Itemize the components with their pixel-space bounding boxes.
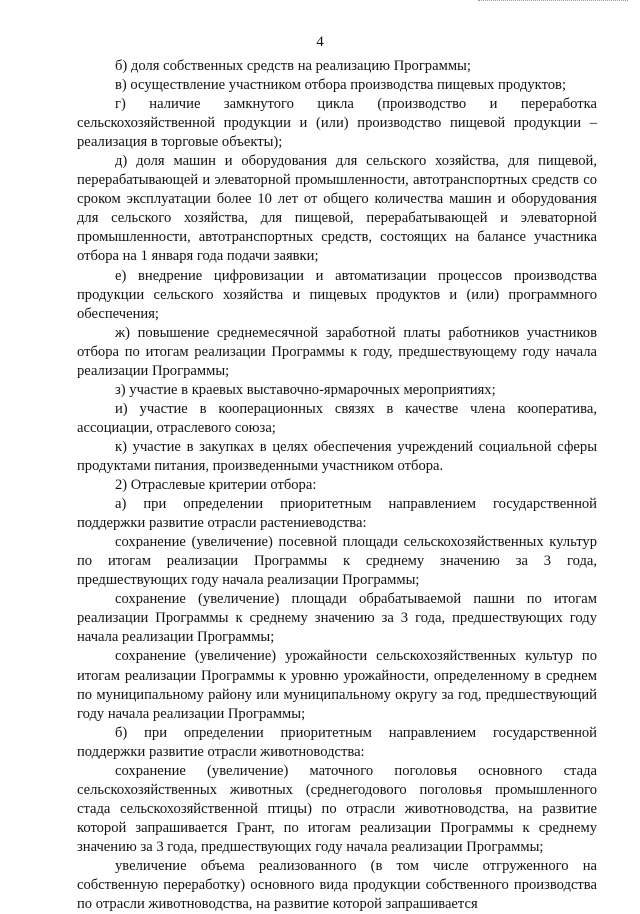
- section-2-heading: 2) Отраслевые критерии отбора:: [115, 477, 317, 494]
- paragraph-b-livestock-direction: б) при определении приоритетным направлением государственной поддержки развитие отрасли животноводства:: [77, 724, 597, 760]
- paragraph-arable-land: сохранение (увеличение) площади обрабатываемой пашни по итогам реализации Программы к среднему значению за 3 года, предшествующих году начала реализации Программы;: [77, 591, 597, 646]
- page-number: 4: [316, 34, 324, 50]
- paragraph-v-food-production: в) осуществление участником отбора производства пищевых продуктов;: [115, 77, 567, 94]
- paragraph-g-closed-cycle: г) наличие замкнутого цикла (производство и переработка сельскохозяйственной продукции и (или) производство пищевой продукции – реализация в торговые объекты);: [77, 96, 597, 151]
- paragraph-k-procurement: к) участие в закупках в целях обеспечения учреждений социальной сферы продуктами питания, произведенными участником отбора.: [77, 438, 597, 474]
- paragraph-zh-salary-increase: ж) повышение среднемесячной заработной платы работников участников отбора по итогам реализации Программы к году, предшествующему году начала реализации Программы;: [77, 324, 597, 379]
- paragraph-crop-yield: сохранение (увеличение) урожайности сельскохозяйственных культур по итогам реализации Программы к уровню урожайности, определенному в среднем по муниципальному району или муниципальному округу за год, предшествующий году начала реализации Программы;: [77, 648, 597, 722]
- paragraph-z-fairs: з) участие в краевых выставочно-ярмарочных мероприятиях;: [115, 381, 496, 398]
- paragraph-i-cooperation: и) участие в кооперационных связях в качестве члена кооператива, ассоциации, отраслевого союза;: [77, 400, 597, 436]
- paragraph-sown-area: сохранение (увеличение) посевной площади сельскохозяйственных культур по итогам реализации Программы к среднему значению за 3 года, предшествующих году начала реализации Программы;: [77, 534, 597, 589]
- paragraph-breeding-stock: сохранение (увеличение) маточного поголовья основного стада сельскохозяйственных животных (среднегодового поголовья промышленного стада сельскохозяйственной птицы) по отрасли животноводства, на развитие которой запрашивается Грант, по итогам реализации Программы к среднему значению за 3 года, предшествующих году начала реализации Программы;: [77, 762, 597, 855]
- document-body: [77, 57, 597, 914]
- paragraph-d-machinery-share: д) доля машин и оборудования для сельского хозяйства, для пищевой, перерабатывающей и элеваторной промышленности, автотранспортных средств со сроком эксплуатации более 10 лет от общего количества машин и оборудования для сельского хозяйства, для пищевой, перерабатывающей и элеваторной промышленности, автотранспортных средств, состоящих на балансе участника отбора на 1 января года подачи заявки;: [77, 153, 597, 265]
- paragraph-sales-volume: увеличение объема реализованного (в том числе отгруженного на собственную переработку) основного вида продукции собственного производства по отрасли животноводства, на развитие которой запрашивается: [77, 857, 597, 913]
- paragraph-a-crop-direction: а) при определении приоритетным направлением государственной поддержки развитие отрасли растениеводства:: [77, 496, 597, 532]
- scan-edge-artifact: [478, 0, 628, 3]
- paragraph-e-digitalization: е) внедрение цифровизации и автоматизации процессов производства продукции сельского хозяйства и пищевых продуктов и (или) программного обеспечения;: [77, 267, 597, 322]
- paragraph-b-own-funds: б) доля собственных средств на реализацию Программы;: [115, 58, 471, 74]
